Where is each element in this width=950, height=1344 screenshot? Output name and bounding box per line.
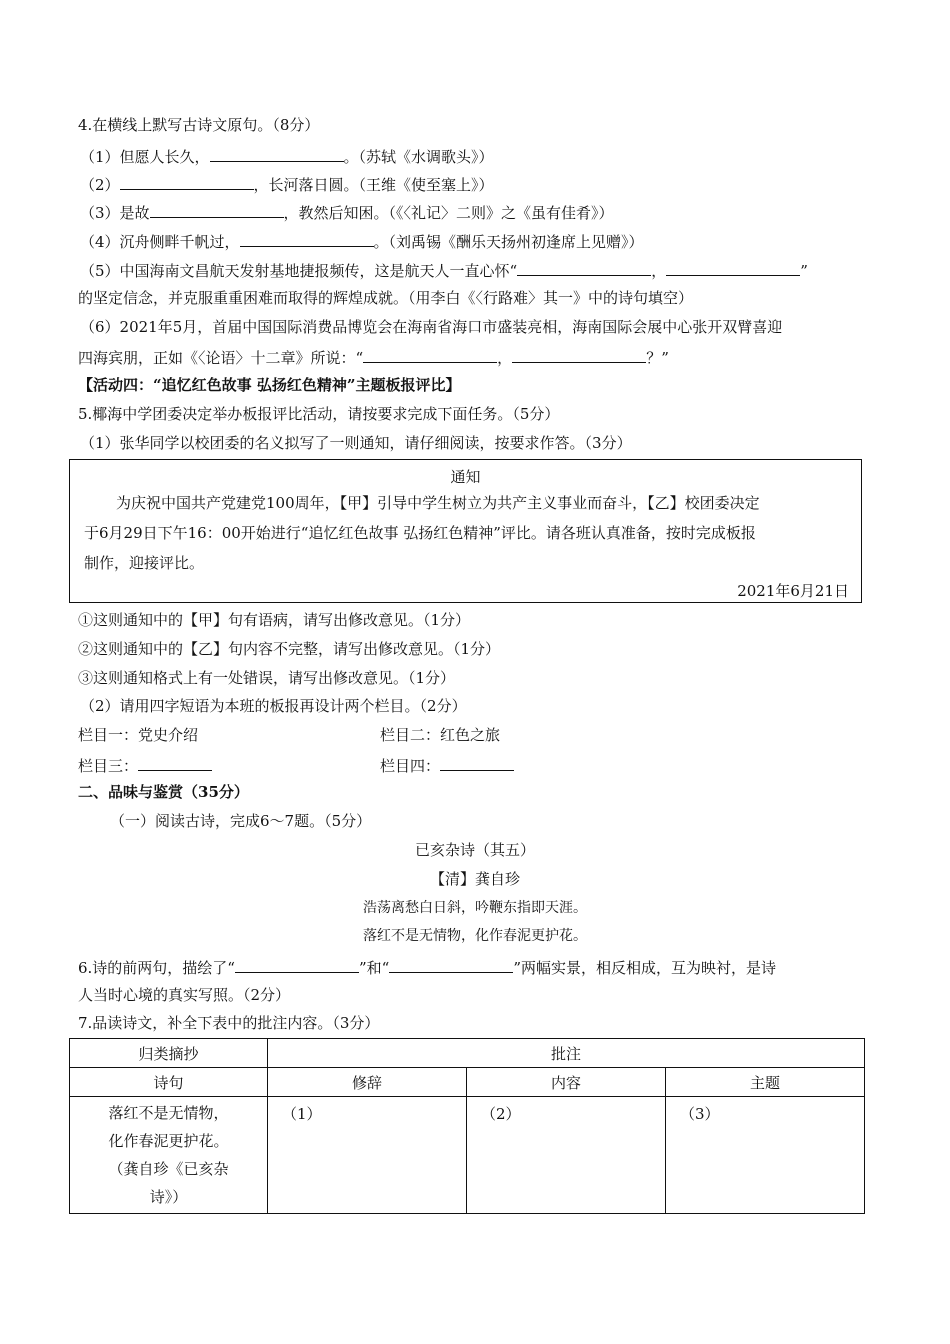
q4-item-1-post: 。（苏轼《水调歌头》）	[343, 148, 494, 166]
section2-part1: （一）阅读古诗，完成6～7题。（5分）	[110, 812, 372, 830]
q4-item-2-post: ，长河落日圆。（王维《使至塞上》）	[253, 176, 494, 194]
header-theme: 主题	[666, 1068, 865, 1097]
poem-excerpt-line: 化作春泥更护花。	[108, 1132, 229, 1150]
column-3	[78, 754, 212, 776]
q5-title: 5.椰海中学团委决定举办板报评比活动，请按要求完成下面任务。（5分）	[78, 405, 560, 423]
header-annotation: 批注	[268, 1039, 865, 1068]
answer-blank[interactable]	[512, 346, 646, 363]
q4-item-6-line1: （6）2021年5月，首届中国国际消费品博览会在海南省海口市盛装亮相，海南国际会展中心张开双臂喜迎	[80, 318, 783, 336]
answer-blank[interactable]	[138, 754, 212, 771]
answer-blank[interactable]	[363, 346, 497, 363]
answer-blank[interactable]	[210, 145, 344, 162]
answer-blank[interactable]	[150, 201, 284, 218]
answer-blank[interactable]	[235, 956, 359, 973]
poem-line-1: 浩荡离愁白日斜，吟鞭东指即天涯。	[363, 900, 587, 916]
answer-blank[interactable]	[389, 956, 513, 973]
separator: ，	[497, 349, 513, 367]
header-excerpt: 归类摘抄	[70, 1039, 268, 1068]
answer-cell-content[interactable]: （2）	[467, 1097, 666, 1214]
q7-title: 7.品读诗文，补全下表中的批注内容。（3分）	[78, 1014, 380, 1032]
q4-item-2	[80, 173, 494, 195]
column-1: 栏目一：党史介绍	[78, 726, 199, 744]
q4-item-4	[80, 230, 644, 252]
answer-cell-theme[interactable]: （3）	[666, 1097, 865, 1214]
q4-item-4-post: 。（刘禹锡《酬乐天扬州初逢席上见赠》）	[373, 233, 644, 251]
q4-item-3	[80, 201, 614, 223]
poem-title: 已亥杂诗（其五）	[414, 841, 535, 859]
poem-excerpt-line: 落红不是无情物，	[108, 1104, 229, 1122]
column-3-label: 栏目三：	[78, 757, 139, 775]
q6-mid: ”和“	[358, 959, 390, 977]
q4-item-1	[80, 145, 494, 167]
header-content: 内容	[467, 1068, 666, 1097]
q4-item-5-line1	[80, 259, 808, 281]
column-2: 栏目二：红色之旅	[380, 726, 501, 744]
q5-sub1: （1）张华同学以校团委的名义拟写了一则通知，请仔细阅读，按要求作答。（3分）	[80, 434, 632, 452]
q6-line-2: 人当时心境的真实写照。（2分）	[78, 986, 291, 1004]
notice-line-1: 为庆祝中国共产党建党100周年，【甲】引导中学生树立为共产主义事业而奋斗，【乙】校团委决定	[116, 494, 760, 512]
column-4	[380, 754, 514, 776]
q5-task-3: ③这则通知格式上有一处错误，请写出修改意见。（1分）	[78, 669, 456, 687]
q6-end: ”两幅实景，相反相成，互为映衬，是诗	[513, 959, 776, 977]
notice-line-3: 制作，迎接评比。	[84, 554, 205, 572]
activity4-heading: 【活动四：“追忆红色故事 弘扬红色精神”主题板报评比】	[78, 376, 461, 394]
q6-line-1	[78, 956, 776, 978]
notice-date: 2021年6月21日	[737, 582, 849, 600]
q4-item-2-pre: （2）	[80, 176, 120, 194]
q4-title: 4.在横线上默写古诗文原句。（8分）	[78, 116, 320, 134]
q4-item-5-text: （5）中国海南文昌航天发射基地捷报频传，这是航天人一直心怀“	[80, 262, 518, 280]
poem-excerpt-line: （龚自珍《已亥杂	[108, 1160, 229, 1178]
column-4-label: 栏目四：	[380, 757, 441, 775]
answer-blank[interactable]	[120, 173, 254, 190]
quote-close: ”	[800, 262, 808, 280]
q6-text: 6.诗的前两句，描绘了“	[78, 959, 235, 977]
answer-blank[interactable]	[440, 754, 514, 771]
poem-author: 【清】龚自珍	[429, 870, 520, 888]
q4-item-5-line2: 的坚定信念，并克服重重困难而取得的辉煌成就。（用李白《〈行路难〉其一》中的诗句填空）	[78, 289, 694, 307]
poem-excerpt-cell	[70, 1097, 268, 1214]
q4-item-1-pre: （1）但愿人长久，	[80, 148, 210, 166]
q4-item-6-line2	[78, 346, 669, 368]
separator: ，	[651, 262, 667, 280]
q4-item-6-text: 四海宾朋，正如《〈论语〉十二章》所说：“	[78, 349, 364, 367]
notice-line-2: 于6月29日下午16：00开始进行“追忆红色故事 弘扬红色精神”评比。请各班认真准备，按时完成板报	[84, 524, 756, 542]
poem-line-2: 落红不是无情物，化作春泥更护花。	[363, 928, 587, 944]
answer-blank[interactable]	[240, 230, 374, 247]
annotation-table	[69, 1038, 865, 1214]
q4-item-4-pre: （4）沉舟侧畔千帆过，	[80, 233, 240, 251]
header-poem: 诗句	[70, 1068, 268, 1097]
q4-item-3-post: ，教然后知困。（《〈礼记〉二则》之《虽有佳肴》）	[283, 204, 614, 222]
q5-task-2: ②这则通知中的【乙】句内容不完整，请写出修改意见。（1分）	[78, 640, 501, 658]
section2-heading: 二、品味与鉴赏（35分）	[78, 783, 249, 801]
notice-box	[69, 459, 862, 603]
answer-blank[interactable]	[666, 259, 800, 276]
notice-title: 通知	[450, 468, 481, 486]
header-rhetoric: 修辞	[268, 1068, 467, 1097]
answer-blank[interactable]	[517, 259, 651, 276]
q5-sub2: （2）请用四字短语为本班的板报再设计两个栏目。（2分）	[80, 697, 467, 715]
poem-excerpt-line: 诗》）	[149, 1188, 188, 1206]
q5-task-1: ①这则通知中的【甲】句有语病，请写出修改意见。（1分）	[78, 611, 471, 629]
quote-close: ？”	[646, 349, 669, 367]
answer-cell-rhetoric[interactable]: （1）	[268, 1097, 467, 1214]
q4-item-3-pre: （3）是故	[80, 204, 150, 222]
